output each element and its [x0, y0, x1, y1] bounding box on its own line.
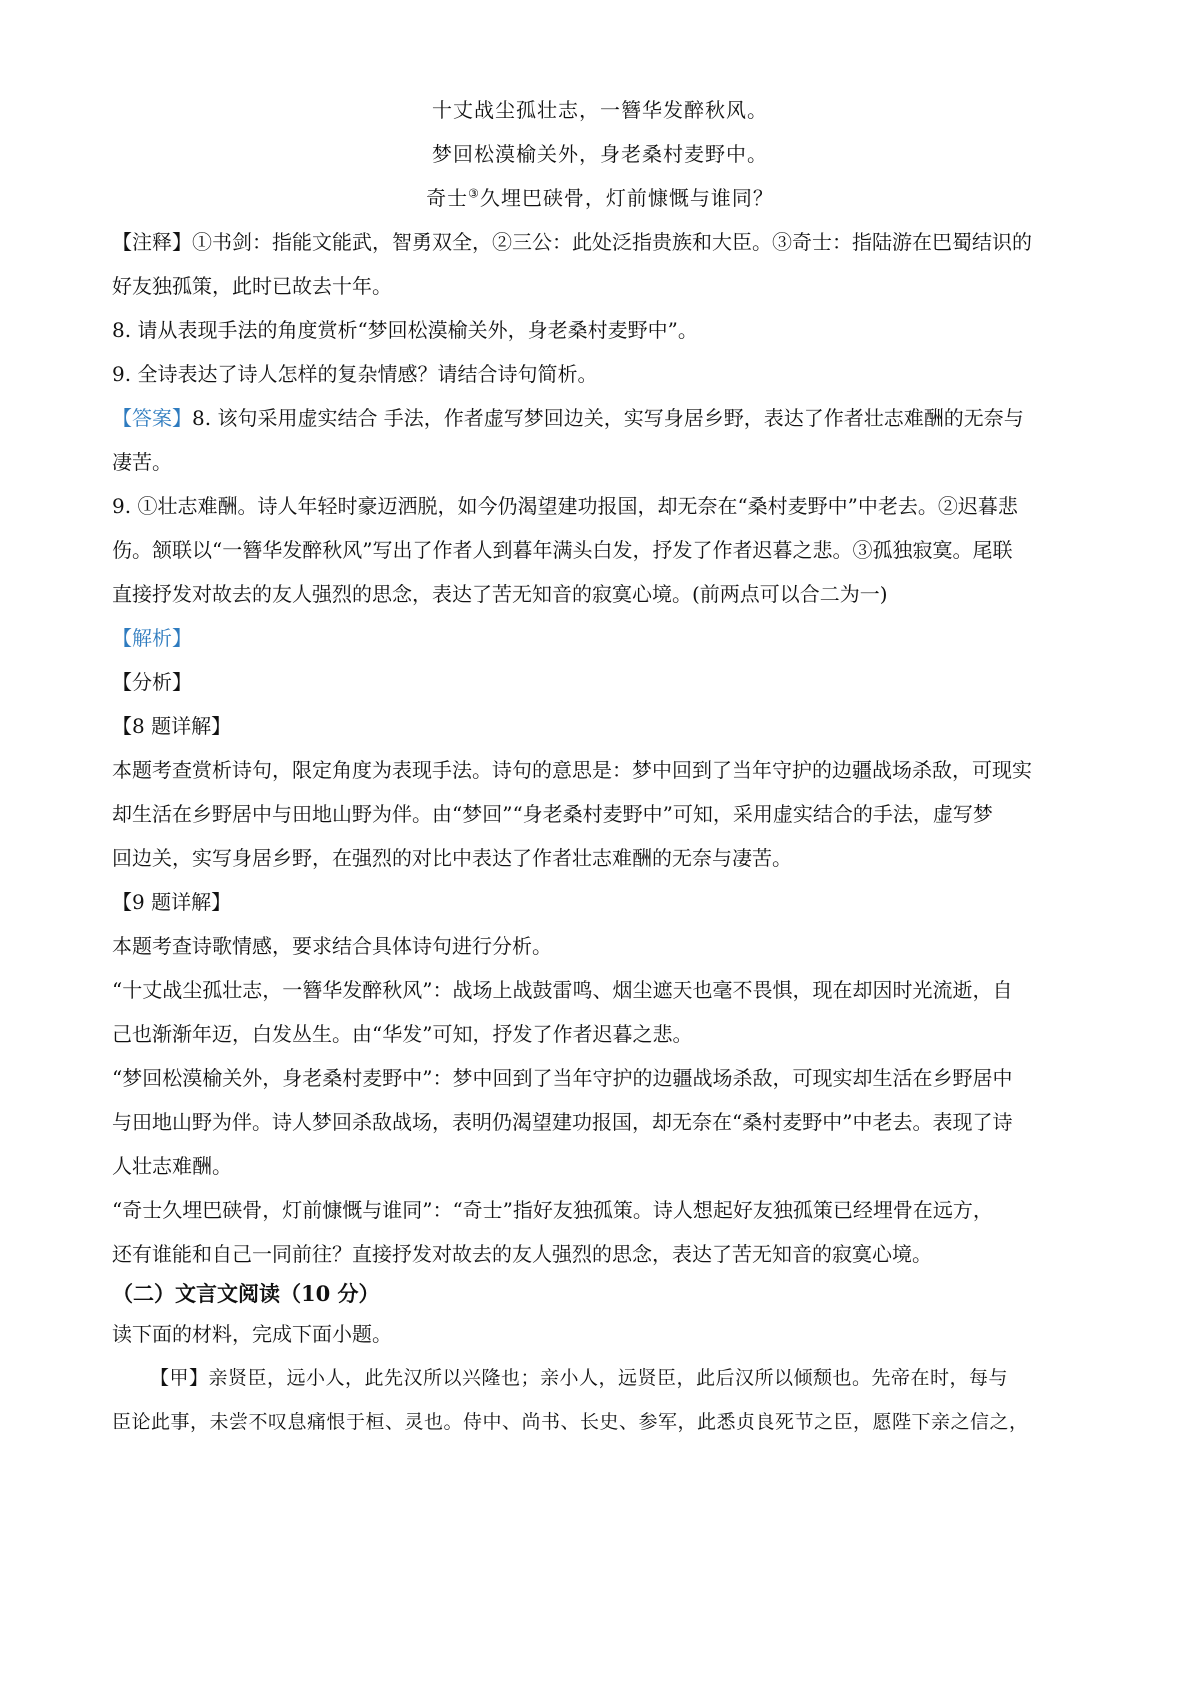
notes-label: 【注释】	[112, 230, 192, 254]
q9-detail-line-6: 人壮志难酬。	[112, 1154, 232, 1178]
q8-detail-line-3: 回边关，实写身居乡野，在强烈的对比中表达了作者壮志难酬的无奈与凄苦。	[112, 846, 792, 870]
question-9: 9. 全诗表达了诗人怎样的复杂情感？请结合诗句简析。	[112, 362, 598, 386]
section-2-instruction: 读下面的材料，完成下面小题。	[112, 1322, 392, 1346]
answer-line-1	[112, 404, 1102, 432]
poem-line-3	[0, 184, 1200, 212]
q9-detail-line-2: “十丈战尘孤壮志，一簪华发醉秋风”：战场上战鼓雷鸣、烟尘遮天也毫不畏惧，现在却因时光流逝，自	[112, 978, 1013, 1002]
q9-detail-line-5: 与田地山野为伴。诗人梦回杀敌战场，表明仍渴望建功报国，却无奈在“桑村麦野中”中老去。表现了诗	[112, 1110, 1013, 1134]
passage-jia-line-2: 臣论此事，未尝不叹息痛恨于桓、灵也。侍中、尚书、长史、参军，此悉贞良死节之臣，愿陛下亲之信之，	[112, 1411, 1029, 1433]
notes-line-1	[112, 228, 1102, 256]
q9-detail-line-4: “梦回松漠榆关外，身老桑村麦野中”：梦中回到了当年守护的边疆战场杀敌，可现实却生活在乡野居中	[112, 1066, 1013, 1090]
q8-detail-line-2: 却生活在乡野居中与田地山野为伴。由“梦回”“身老桑村麦野中”可知，采用虚实结合的手法，虚写梦	[112, 802, 993, 826]
q8-detail-heading: 【8 题详解】	[112, 714, 232, 738]
answer-8-line-2: 凄苦。	[112, 450, 172, 474]
poem-line-3-start: 奇士	[426, 186, 469, 210]
answer-9-line-3: 直接抒发对故去的友人强烈的思念，表达了苦无知音的寂寞心境。(前两点可以合二为一)	[112, 582, 888, 606]
q9-detail-line-8: 还有谁能和自己一同前往？直接抒发对故去的友人强烈的思念，表达了苦无知音的寂寞心境。	[112, 1242, 932, 1266]
analysis-label: 【解析】	[112, 626, 192, 650]
question-8: 8. 请从表现手法的角度赏析“梦回松漠榆关外，身老桑村麦野中”。	[112, 318, 698, 342]
q9-detail-line-1: 本题考查诗歌情感，要求结合具体诗句进行分析。	[112, 934, 552, 958]
notes-line-2: 好友独孤策，此时已故去十年。	[112, 274, 392, 298]
footnote-marker: ③	[468, 186, 480, 201]
poem-line-2: 梦回松漠榆关外，身老桑村麦野中。	[432, 142, 768, 166]
q9-detail-line-7: “奇士久埋巴硖骨，灯前慷慨与谁同”：“奇士”指好友独孤策。诗人想起好友独孤策已经埋骨在远方，	[112, 1198, 993, 1222]
answer-9-line-1: 9. ①壮志难酬。诗人年轻时豪迈洒脱，如今仍渴望建功报国，却无奈在“桑村麦野中”中老去。②迟暮悲	[112, 494, 1018, 518]
answer-label: 【答案】	[112, 406, 192, 430]
section-2-title: （二）文言文阅读（10 分）	[112, 1281, 380, 1306]
q9-detail-heading: 【9 题详解】	[112, 890, 232, 914]
q9-detail-line-3: 己也渐渐年迈，白发丛生。由“华发”可知，抒发了作者迟暮之悲。	[112, 1022, 693, 1046]
q8-detail-line-1: 本题考查赏析诗句，限定角度为表现手法。诗句的意思是：梦中回到了当年守护的边疆战场杀敌，可现实	[112, 758, 1032, 782]
fenxi-label: 【分析】	[112, 670, 192, 694]
notes-text-1: ①书剑：指能文能武，智勇双全，②三公：此处泛指贵族和大臣。③奇士：指陆游在巴蜀结识的	[192, 230, 1032, 254]
poem-line-1: 十丈战尘孤壮志，一簪华发醉秋风。	[432, 98, 768, 122]
answer-9-line-2: 伤。颔联以“一簪华发醉秋风”写出了作者人到暮年满头白发，抒发了作者迟暮之悲。③孤独寂寞。尾联	[112, 538, 1013, 562]
answer-8-text-1: 8. 该句采用虚实结合 手法，作者虚写梦回边关，实写身居乡野，表达了作者壮志难酬的无奈与	[192, 406, 1024, 430]
poem-line-3-end: 久埋巴硖骨，灯前慷慨与谁同？	[479, 186, 774, 210]
passage-jia-line-1: 【甲】亲贤臣，远小人，此先汉所以兴隆也；亲小人，远贤臣，此后汉所以倾颓也。先帝在时，每与	[150, 1367, 1009, 1389]
